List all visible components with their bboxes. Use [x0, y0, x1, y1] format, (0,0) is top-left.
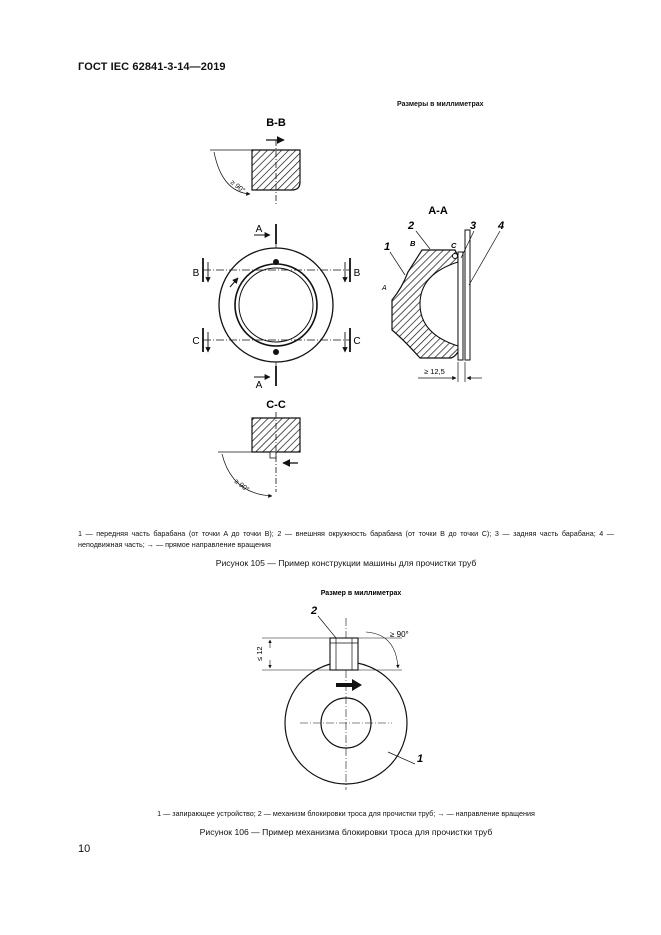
page-number: 10 — [78, 843, 91, 855]
callout-105-4: 4 — [498, 220, 505, 232]
document-code: ГОСТ IEC 62841-3-14—2019 — [78, 61, 226, 73]
units-note-106: Размер в миллиметрах — [320, 590, 402, 597]
point-top — [273, 259, 279, 265]
units-note-105: Размеры в миллиметрах — [397, 101, 484, 108]
cut-label-c-left: С — [192, 336, 200, 347]
point-c-label: C — [451, 241, 457, 250]
dim-label-105: ≥ 12,5 — [424, 367, 445, 376]
point-bottom — [273, 349, 279, 355]
drum-outer-circle — [219, 248, 333, 362]
caption-105: Рисунок 105 — Пример конструкции машины для прочистки труб — [215, 558, 477, 568]
callout-105-3: 3 — [470, 220, 477, 232]
angle-label-bb: ≥ 90° — [228, 179, 246, 195]
cut-label-a-top: А — [255, 224, 263, 235]
drum-rear-part — [458, 252, 463, 360]
cut-label-a-bottom: А — [255, 380, 263, 391]
fixed-part — [465, 230, 470, 360]
callout-105-1: 1 — [384, 241, 391, 253]
angle-label-cc: ≥ 90° — [232, 478, 250, 494]
callout-105-2: 2 — [408, 220, 415, 232]
cut-label-b-left: В — [192, 268, 200, 279]
section-cc-notch — [270, 452, 276, 458]
height-label-106: ≤ 12 — [255, 646, 264, 661]
callout-106-1: 1 — [417, 753, 424, 765]
caption-106: Рисунок 106 — Пример механизма блокировки троса для прочистки труб — [199, 827, 493, 837]
callout-106-2: 2 — [311, 605, 318, 617]
section-cc-title: С-С — [266, 399, 286, 411]
point-c-marker — [453, 254, 458, 259]
section-aa-title: А-А — [428, 205, 448, 217]
cut-label-c-right: С — [353, 336, 361, 347]
point-b-label: B — [410, 239, 416, 248]
legend-106: 1 — запирающее устройство; 2 — механизм блокировки троса для прочистки труб; → — направление вращения — [157, 809, 535, 818]
point-a-label: A — [382, 285, 387, 292]
section-bb-title: В-В — [266, 117, 286, 129]
legend-105: 1 — передняя часть барабана (от точки A до точки B); 2 — внешняя окружность барабана (от точки B до точки C); 3 — задняя часть барабана; 4 — неподвижная часть; → — прямое направление вращения — [78, 529, 614, 549]
angle-label-106: ≥ 90° — [390, 630, 409, 639]
cut-label-b-right: В — [353, 268, 361, 279]
